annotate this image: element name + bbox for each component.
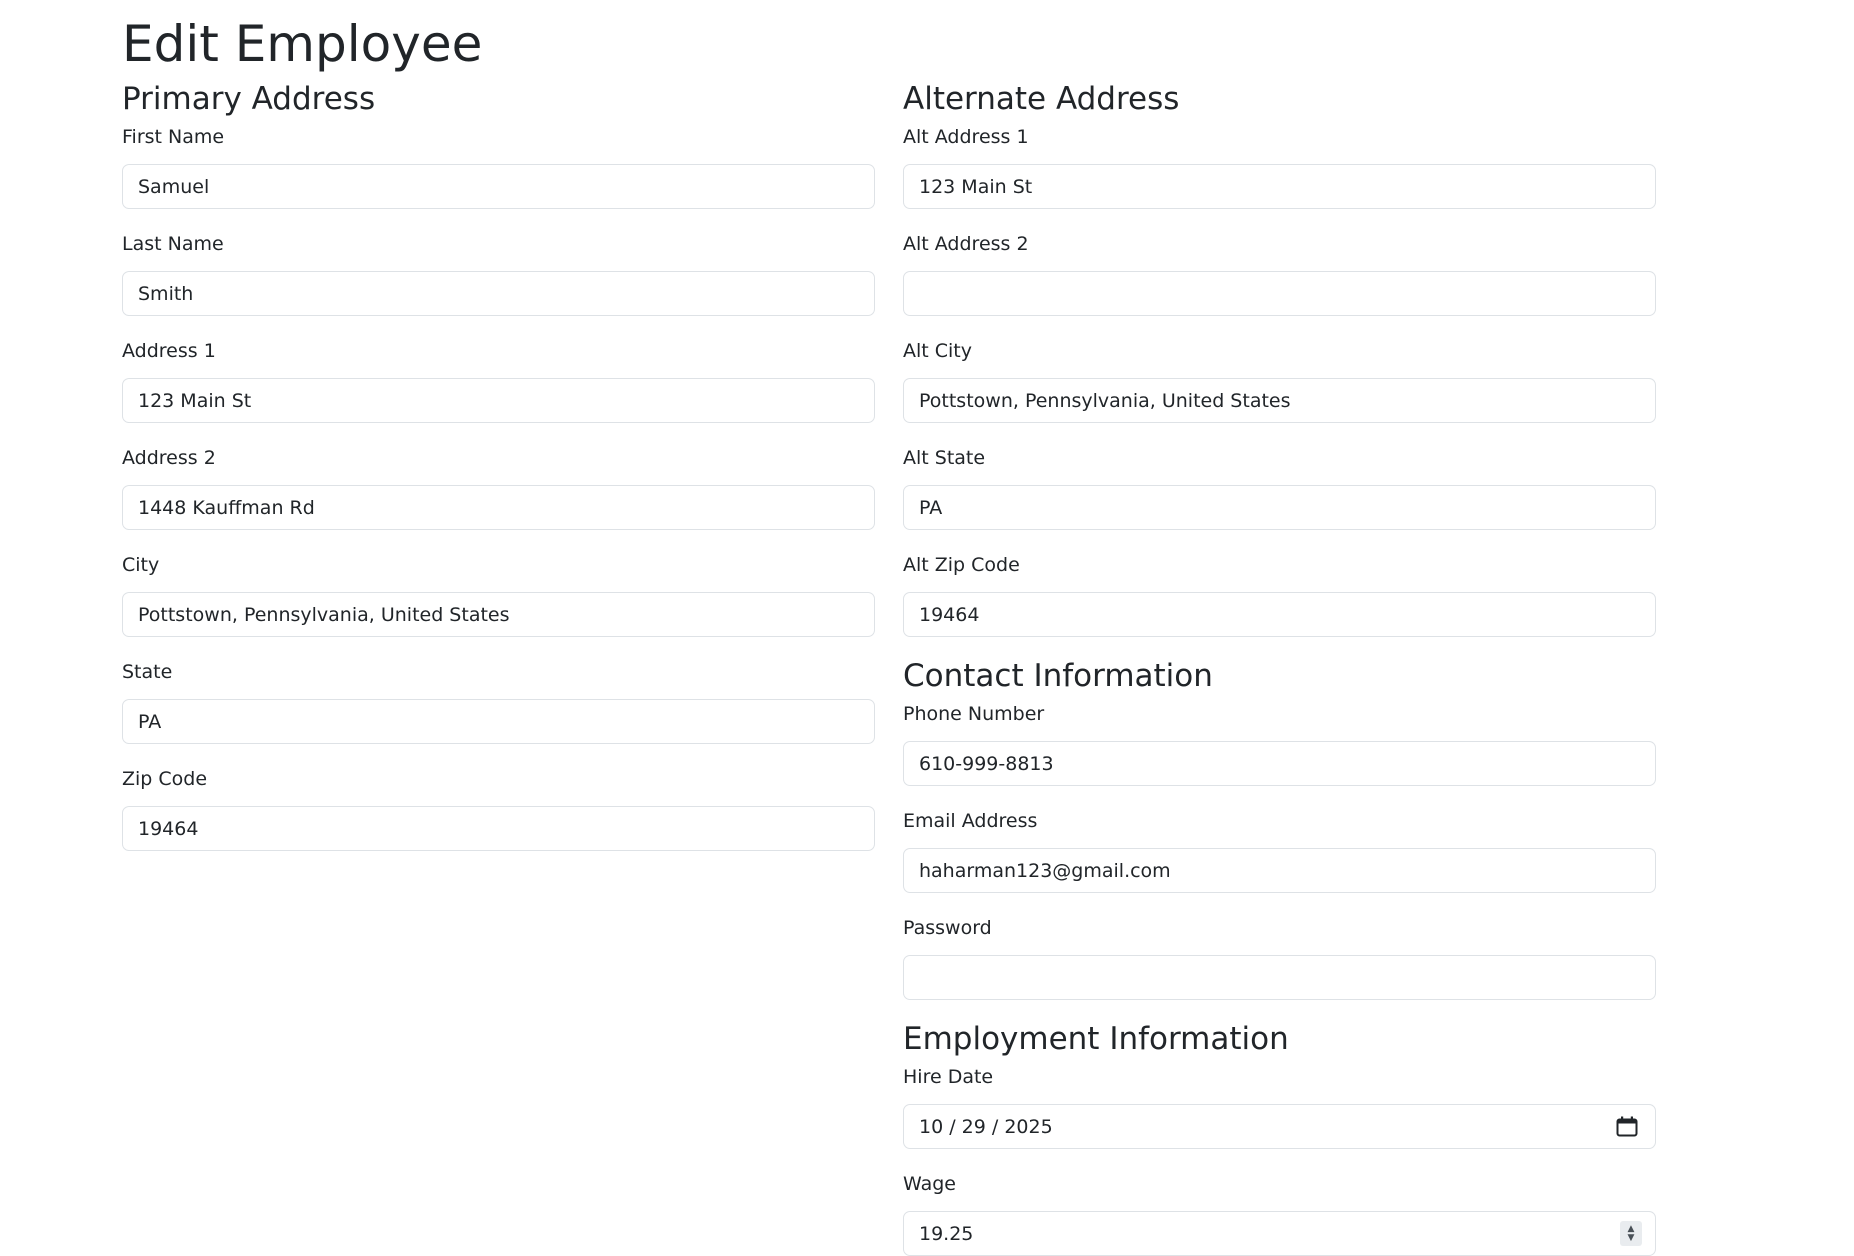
city-input[interactable] [122,592,875,637]
password-input[interactable] [903,955,1656,1000]
last-name-label: Last Name [122,233,224,255]
first-name-field [122,125,875,209]
alt-state-field [903,446,1656,530]
phone-number-field [903,702,1656,786]
alt-zip-code-label: Alt Zip Code [903,554,1020,576]
phone-number-input[interactable] [903,741,1656,786]
wage-field [903,1172,1656,1256]
alt-address2-field [903,232,1656,316]
email-address-label: Email Address [903,810,1038,832]
first-name-input[interactable] [122,164,875,209]
alt-city-label: Alt City [903,340,973,362]
phone-number-label: Phone Number [903,703,1045,725]
address1-label: Address 1 [122,340,216,362]
wage-label: Wage [903,1173,956,1195]
right-column [903,78,1656,1256]
email-address-input[interactable] [903,848,1656,893]
state-label: State [122,661,173,683]
state-field [122,660,875,744]
chevron-down-icon[interactable]: ▼ [1627,1232,1635,1243]
city-field [122,553,875,637]
first-name-label: First Name [122,126,225,148]
hire-date-input[interactable] [903,1104,1656,1149]
zip-code-input[interactable] [122,806,875,851]
address2-label: Address 2 [122,447,216,469]
zip-code-label: Zip Code [122,768,208,790]
page-title: Edit Employee [122,15,483,73]
alt-city-input[interactable] [903,378,1656,423]
number-spinner-icon[interactable] [1620,1221,1642,1246]
alt-city-field [903,339,1656,423]
city-label: City [122,554,160,576]
alt-state-label: Alt State [903,447,986,469]
alt-address1-label: Alt Address 1 [903,126,1029,148]
alt-address1-input[interactable] [903,164,1656,209]
contact-information-heading: Contact Information [903,658,1213,694]
password-field [903,916,1656,1000]
alt-zip-code-field [903,553,1656,637]
alt-address2-label: Alt Address 2 [903,233,1029,255]
address2-field [122,446,875,530]
primary-address-section [122,78,875,851]
last-name-field [122,232,875,316]
last-name-input[interactable] [122,271,875,316]
state-input[interactable] [122,699,875,744]
primary-address-heading: Primary Address [122,81,376,117]
hire-date-label: Hire Date [903,1066,994,1088]
alternate-address-heading: Alternate Address [903,81,1180,117]
calendar-icon[interactable] [1616,1116,1638,1137]
email-address-field [903,809,1656,893]
address1-field [122,339,875,423]
hire-date-field [903,1065,1656,1149]
alt-state-input[interactable] [903,485,1656,530]
employment-information-heading: Employment Information [903,1021,1289,1057]
alt-address2-input[interactable] [903,271,1656,316]
address2-input[interactable] [122,485,875,530]
address1-input[interactable] [122,378,875,423]
password-label: Password [903,917,992,939]
zip-code-field [122,767,875,851]
alt-zip-code-input[interactable] [903,592,1656,637]
alt-address1-field [903,125,1656,209]
wage-input[interactable] [903,1211,1656,1256]
chevron-up-icon[interactable]: ▲ [1627,1223,1635,1234]
